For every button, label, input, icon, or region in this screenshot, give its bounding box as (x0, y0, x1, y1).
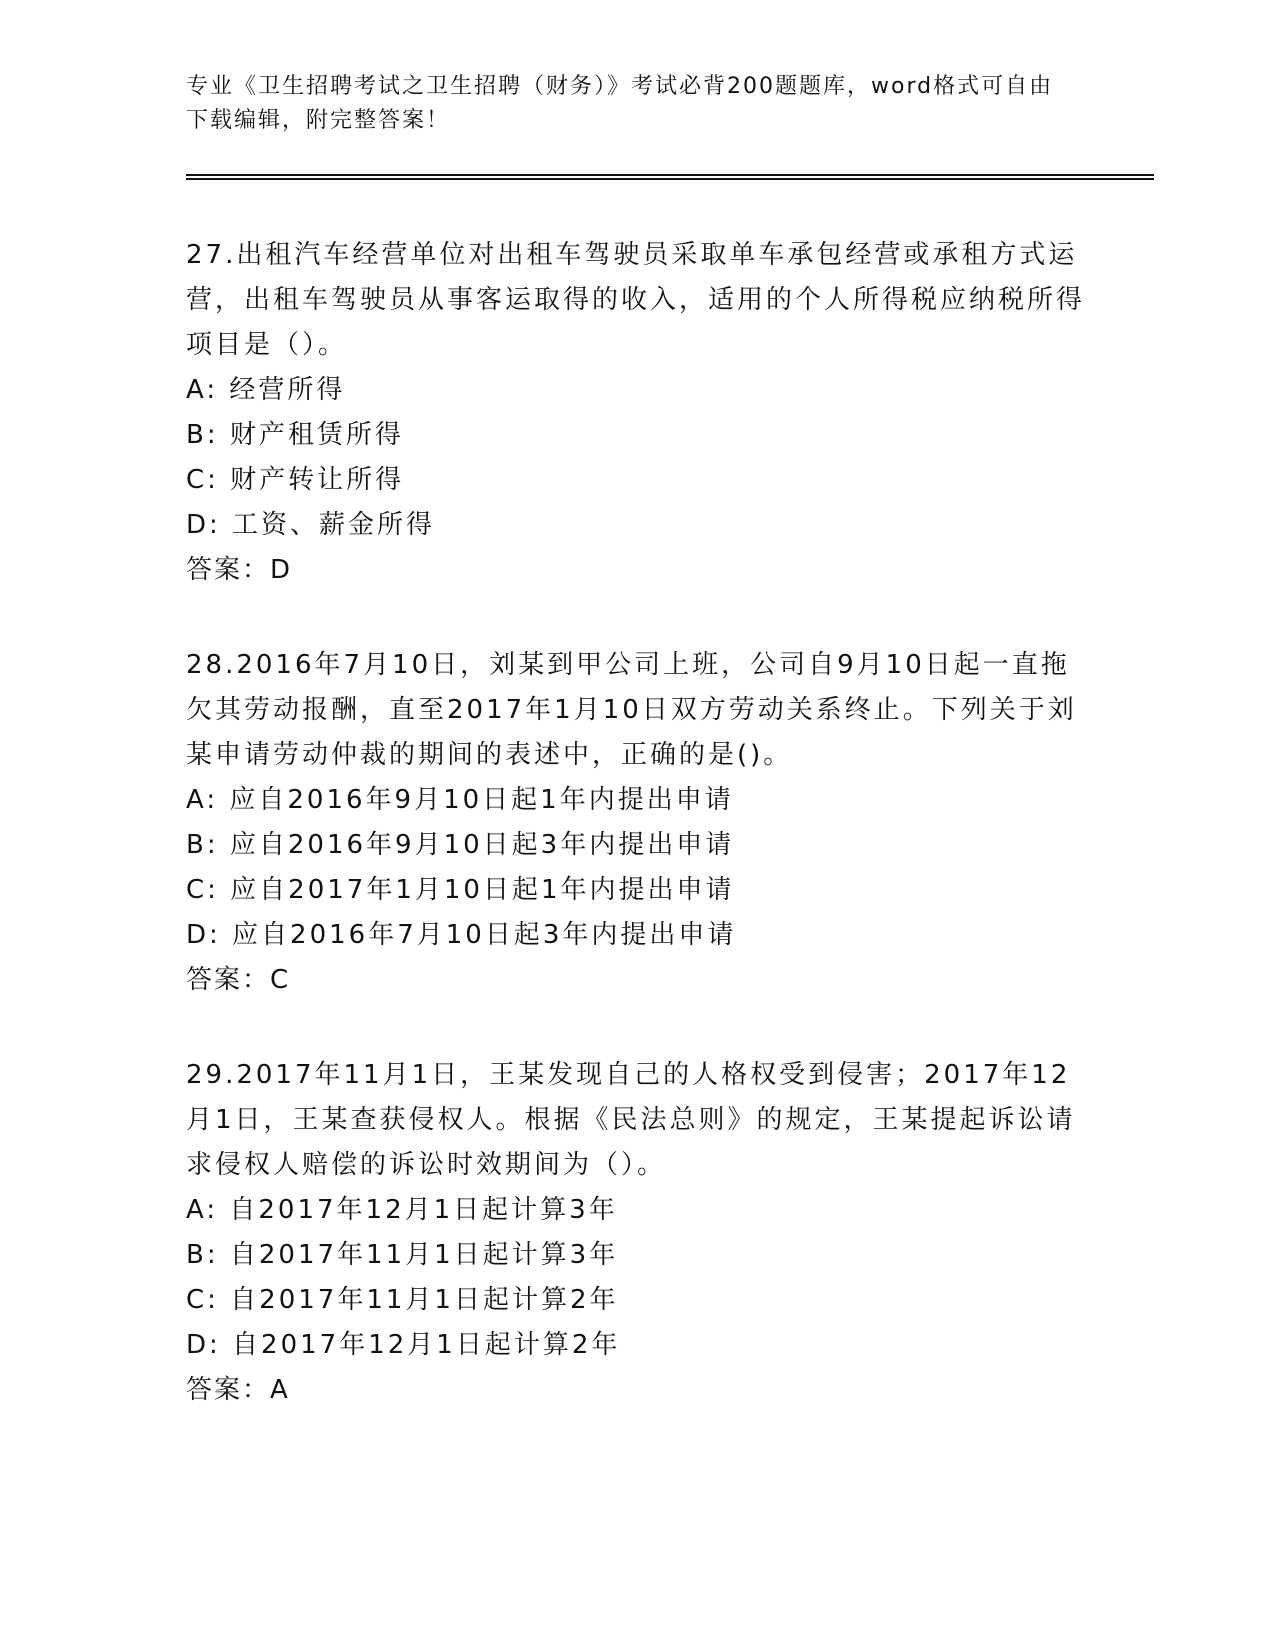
option-d: D: 自2017年12月1日起计算2年 (186, 1330, 621, 1360)
question-28 (186, 643, 1086, 1003)
answer: 答案：D (186, 555, 293, 585)
option-a: A: 自2017年12月1日起计算3年 (186, 1195, 618, 1225)
option-c: C: 财产转让所得 (186, 465, 405, 495)
option-b: B: 自2017年11月1日起计算3年 (186, 1240, 619, 1270)
document-header: 专业《卫生招聘考试之卫生招聘（财务）》考试必背200题题库，word格式可自由下载编辑，附完整答案！ (186, 74, 1054, 133)
option-a: A: 经营所得 (186, 375, 346, 405)
option-c: C: 自2017年11月1日起计算2年 (186, 1285, 619, 1315)
option-a: A: 应自2016年9月10日起1年内提出申请 (186, 785, 734, 815)
answer: 答案：A (186, 1375, 290, 1405)
option-b: B: 财产租赁所得 (186, 420, 404, 450)
question-text: 27.出租汽车经营单位对出租车驾驶员采取单车承包经营或承租方式运营，出租车驾驶员从事客运取得的收入，适用的个人所得税应纳税所得项目是（）。 (186, 240, 1086, 360)
option-b: B: 应自2016年9月10日起3年内提出申请 (186, 830, 735, 860)
option-d: D: 工资、薪金所得 (186, 510, 436, 540)
option-d: D: 应自2016年7月10日起3年内提出申请 (186, 920, 737, 950)
option-c: C: 应自2017年1月10日起1年内提出申请 (186, 875, 735, 905)
question-text: 29.2017年11月1日，王某发现自己的人格权受到侵害；2017年12月1日，王某查获侵权人。根据《民法总则》的规定，王某提起诉讼请求侵权人赔偿的诉讼时效期间为（）。 (186, 1060, 1076, 1180)
question-text: 28.2016年7月10日，刘某到甲公司上班，公司自9月10日起一直拖欠其劳动报酬，直至2017年1月10日双方劳动关系终止。下列关于刘某申请劳动仲裁的期间的表述中，正确的是()。 (186, 650, 1077, 770)
header-divider (186, 174, 1154, 180)
question-29 (186, 1053, 1086, 1413)
answer: 答案：C (186, 965, 291, 995)
question-27 (186, 233, 1086, 593)
